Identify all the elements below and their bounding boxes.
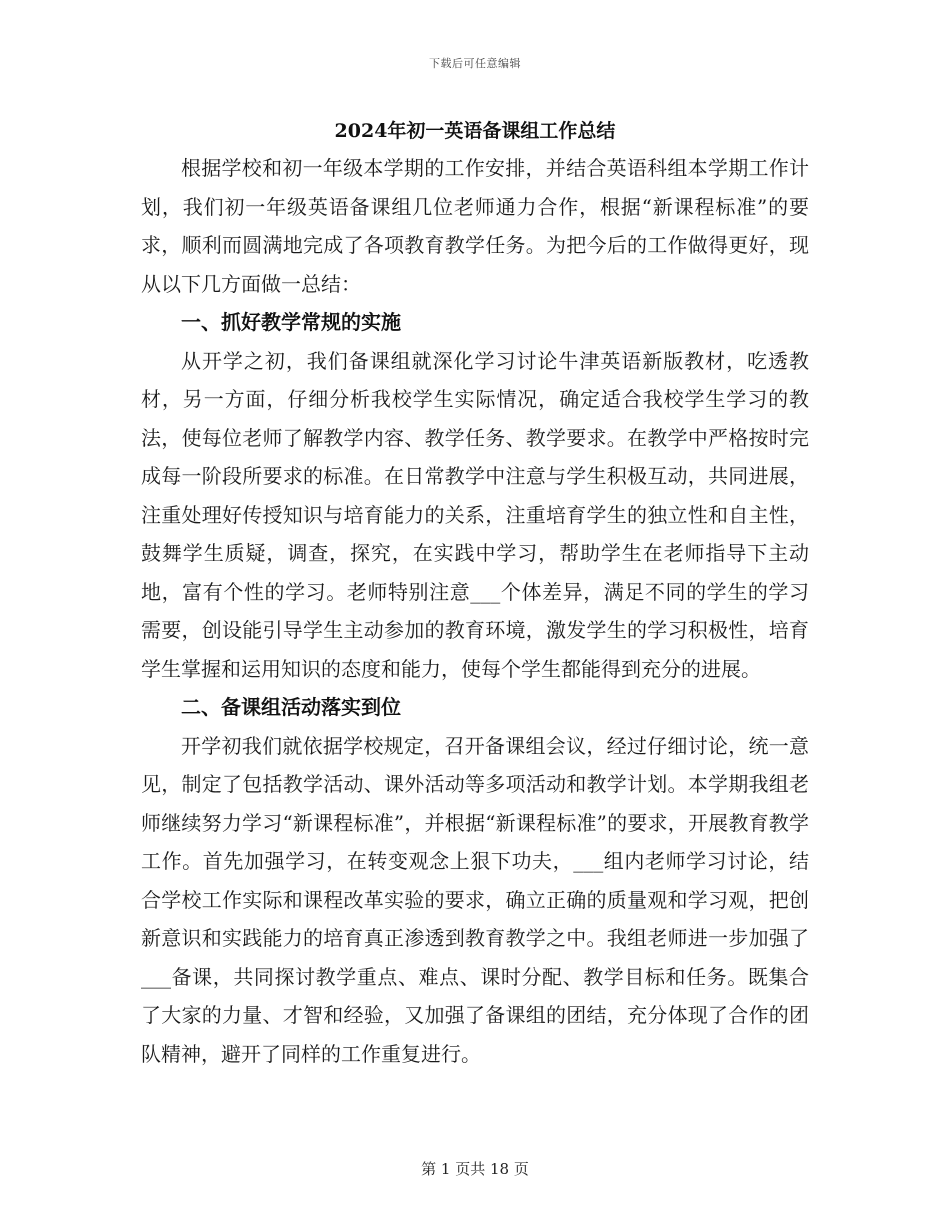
section-heading-2: 二、备课组活动落实到位 <box>181 695 401 719</box>
section-heading-1: 一、抓好教学常规的实施 <box>181 310 401 334</box>
section-1-paragraph: 从开学之初，我们备课组就深化学习讨论牛津英语新版教材，吃透教材，另一方面，仔细分析我校学生实际情况，确定适合我校学生学习的教法，使每位老师了解教学内容、教学任务、教学要求。在教学中严格按时完成每一阶段所要求的标准。在日常教学中注意与学生积极互动，共同进展，注重处理好传授知识与培育能力的关系，注重培育学生的独立性和自主性，鼓舞学生质疑，调查，探究，在实践中学习，帮助学生在老师指导下主动地，富有个性的学习。老师特别注意___个体差异，满足不同的学生的学习需要，创设能引导学生主动参加的教育环境，激发学生的学习积极性，培育学生掌握和运用知识的态度和能力，使每个学生都能得到充分的进展。 <box>141 348 809 681</box>
header-note: 下载后可任意编辑 <box>429 57 521 70</box>
document-body <box>141 149 809 1073</box>
page-number-footer: 第 1 页共 18 页 <box>421 1160 529 1178</box>
intro-paragraph: 根据学校和初一年级本学期的工作安排，并结合英语科组本学期工作计划，我们初一年级英语备课组几位老师通力合作，根据“新课程标准”的要求，顺利而圆满地完成了各项教育教学任务。为把今后的工作做得更好，现从以下几方面做一总结： <box>141 156 809 296</box>
section-2-paragraph: 开学初我们就依据学校规定，召开备课组会议，经过仔细讨论，统一意见，制定了包括教学活动、课外活动等多项活动和教学计划。本学期我组老师继续努力学习“新课程标准”，并根据“新课程标准”的要求，开展教育教学工作。首先加强学习，在转变观念上狠下功夫，___组内老师学习讨论，结合学校工作实际和课程改革实验的要求，确立正确的质量观和学习观，把创新意识和实践能力的培育真正渗透到教育教学之中。我组老师进一步加强了___备课，共同探讨教学重点、难点、课时分配、教学目标和任务。既集合了大家的力量、才智和经验，又加强了备课组的团结，充分体现了合作的团队精神，避开了同样的工作重复进行。 <box>141 733 809 1066</box>
document-title: 2024年初一英语备课组工作总结 <box>334 120 616 142</box>
